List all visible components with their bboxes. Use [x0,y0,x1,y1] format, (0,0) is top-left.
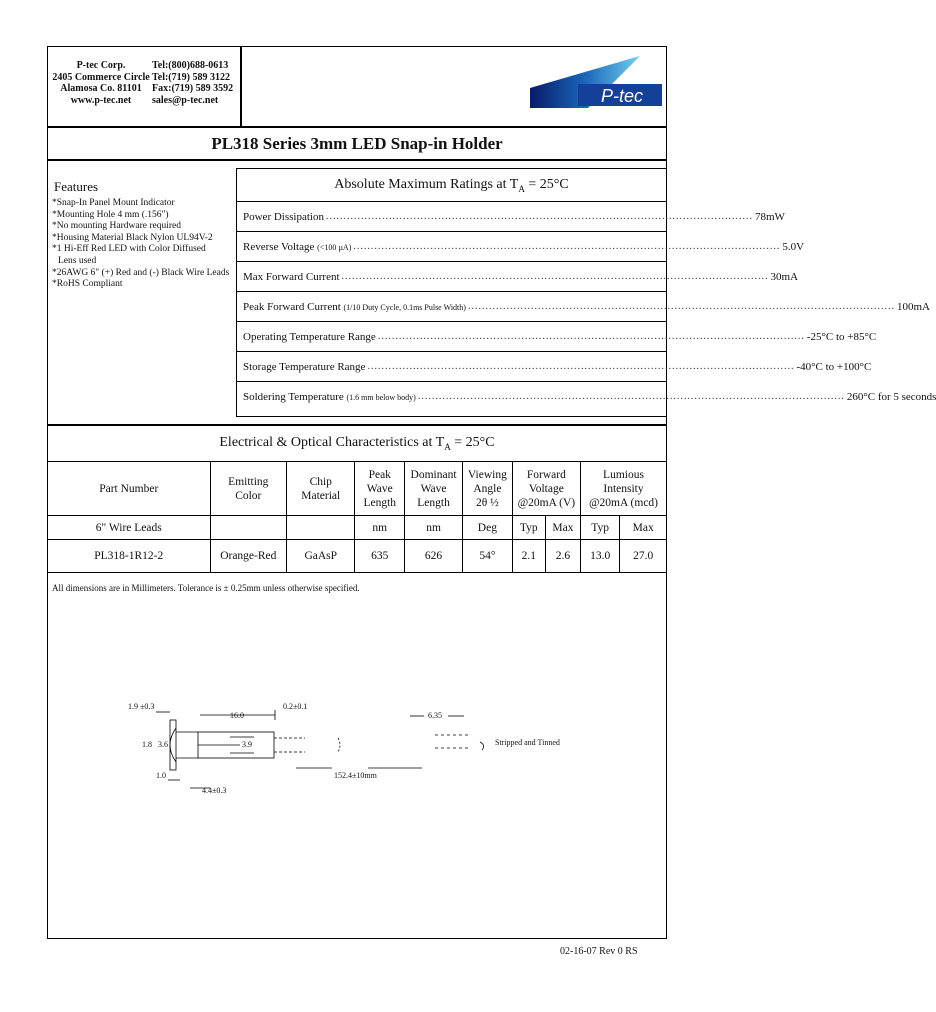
company-info [52,60,150,106]
col-angle: Viewing Angle 2θ ½ [463,462,513,516]
part-number-cell: PL318-1R12-2 [48,540,211,573]
unit-cell: Deg [463,516,513,540]
company-fax: Fax:(719) 589 3592 [152,83,234,95]
data-cell: 635 [355,540,405,573]
mechanical-drawing [120,690,580,810]
company-tel2: Tel:(719) 589 3122 [152,71,230,83]
rating-row-forward-current: Max Forward Current .......................................................................................................................... 30mA [237,261,666,291]
rating-row-storage-temp: Storage Temperature Range .......................................................................................................................... -40°C to +100°C [237,351,666,381]
feature-item: *RoHS Compliant [52,279,123,290]
data-cell: GaAsP [287,540,355,573]
rating-row-power: Power Dissipation .......................................................................................................................... 78mW [237,201,666,231]
ratings-box [236,168,936,417]
col-intensity: Lumious Intensity @20mA (mcd) [581,462,667,516]
unit-cell: 6" Wire Leads [48,516,211,540]
data-cell: 27.0 [620,540,667,573]
col-material: Chip Material [287,462,355,516]
dim-label: Stripped and Tinned [495,738,560,747]
features-list [52,198,237,291]
company-name: P-tec Corp. [76,60,126,71]
dim-label: 3.9 [242,740,252,749]
eo-header-row [48,462,667,516]
revision-footer: 02-16-07 Rev 0 RS [560,946,638,957]
svg-text:P-tec: P-tec [600,86,644,106]
dim-label: 152.4±10mm [334,771,377,780]
dim-label: 1.9 ±0.3 [128,702,155,711]
unit-cell [210,516,287,540]
col-dominant: Dominant Wave Length [405,462,463,516]
dim-label: 1.8 [142,740,152,749]
company-address2: Alamosa Co. 81101 [60,83,142,95]
feature-item: *Housing Material Black Nylon UL94V-2 [52,232,213,243]
col-part: Part Number [48,462,211,516]
company-tel1: Tel:(800)688-0613 [152,60,229,71]
company-logo [530,52,662,118]
feature-item: *Snap-In Panel Mount Indicator [52,198,175,208]
col-peak: Peak Wave Length [355,462,405,516]
rating-row-operating-temp: Operating Temperature Range .......................................................................................................................... -25°C to +85°C [237,321,666,351]
company-contact [152,60,242,106]
feature-item: *26AWG 6" (+) Red and (-) Black Wire Leads [52,267,230,278]
page-title: PL318 Series 3mm LED Snap-in Holder [211,134,503,153]
data-cell: 2.1 [512,540,545,573]
eo-units-row [48,516,667,540]
table-row [48,540,667,573]
feature-item: *1 Hi-Eff Red LED with Color Diffused [52,244,206,255]
unit-cell: Max [620,516,667,540]
company-web: www.p-tec.net [70,94,132,106]
unit-cell [287,516,355,540]
dim-label: 4.4±0.3 [202,786,227,795]
unit-cell: Typ [512,516,545,540]
col-color: Emitting Color [210,462,287,516]
unit-cell: nm [405,516,463,540]
company-address1: 2405 Commerce Circle [52,71,150,83]
ratings-title: Absolute Maximum Ratings at $T_A = 25^\circ C$ [334,177,569,194]
company-email: sales@p-tec.net [152,94,219,106]
eo-table [47,461,667,573]
rating-row-reverse-voltage: Reverse Voltage (<100 µA) .......................................................................................................................... 5.0V [237,231,666,261]
feature-item: Lens used [58,255,97,266]
data-cell: 13.0 [581,540,620,573]
dim-label: 1.0 [156,771,166,780]
col-forward-voltage: Forward Voltage @20mA (V) [512,462,580,516]
dimension-note: All dimensions are in Millimeters. Tolerance is ± 0.25mm unless otherwise specified. [52,583,360,593]
data-cell: Orange-Red [210,540,287,573]
data-cell: 54° [463,540,513,573]
data-cell: 626 [405,540,463,573]
features-heading: Features [54,179,99,194]
dim-label: 16.0 [230,711,244,720]
feature-item: *No mounting Hardware required [52,221,182,232]
rating-row-soldering-temp: Soldering Temperature (1.6 mm below body) .......................................................................................................................... 260°C for 5 seconds [237,381,666,411]
dim-label: 6.35 [428,711,442,720]
dim-label: 0.2±0.1 [283,702,308,711]
unit-cell: Typ [581,516,620,540]
dim-label: 3.6 [158,740,168,749]
unit-cell: nm [355,516,405,540]
unit-cell: Max [545,516,580,540]
eo-title: Electrical & Optical Characteristics at $T_A = 25^\circ C$ [219,435,495,452]
data-cell: 2.6 [545,540,580,573]
rating-row-peak-current: Peak Forward Current (1/10 Duty Cycle, 0.1ms Pulse Width) .......................................................................................................................... 100mA [237,291,666,321]
feature-item: *Mounting Hole 4 mm (.156") [52,209,169,220]
